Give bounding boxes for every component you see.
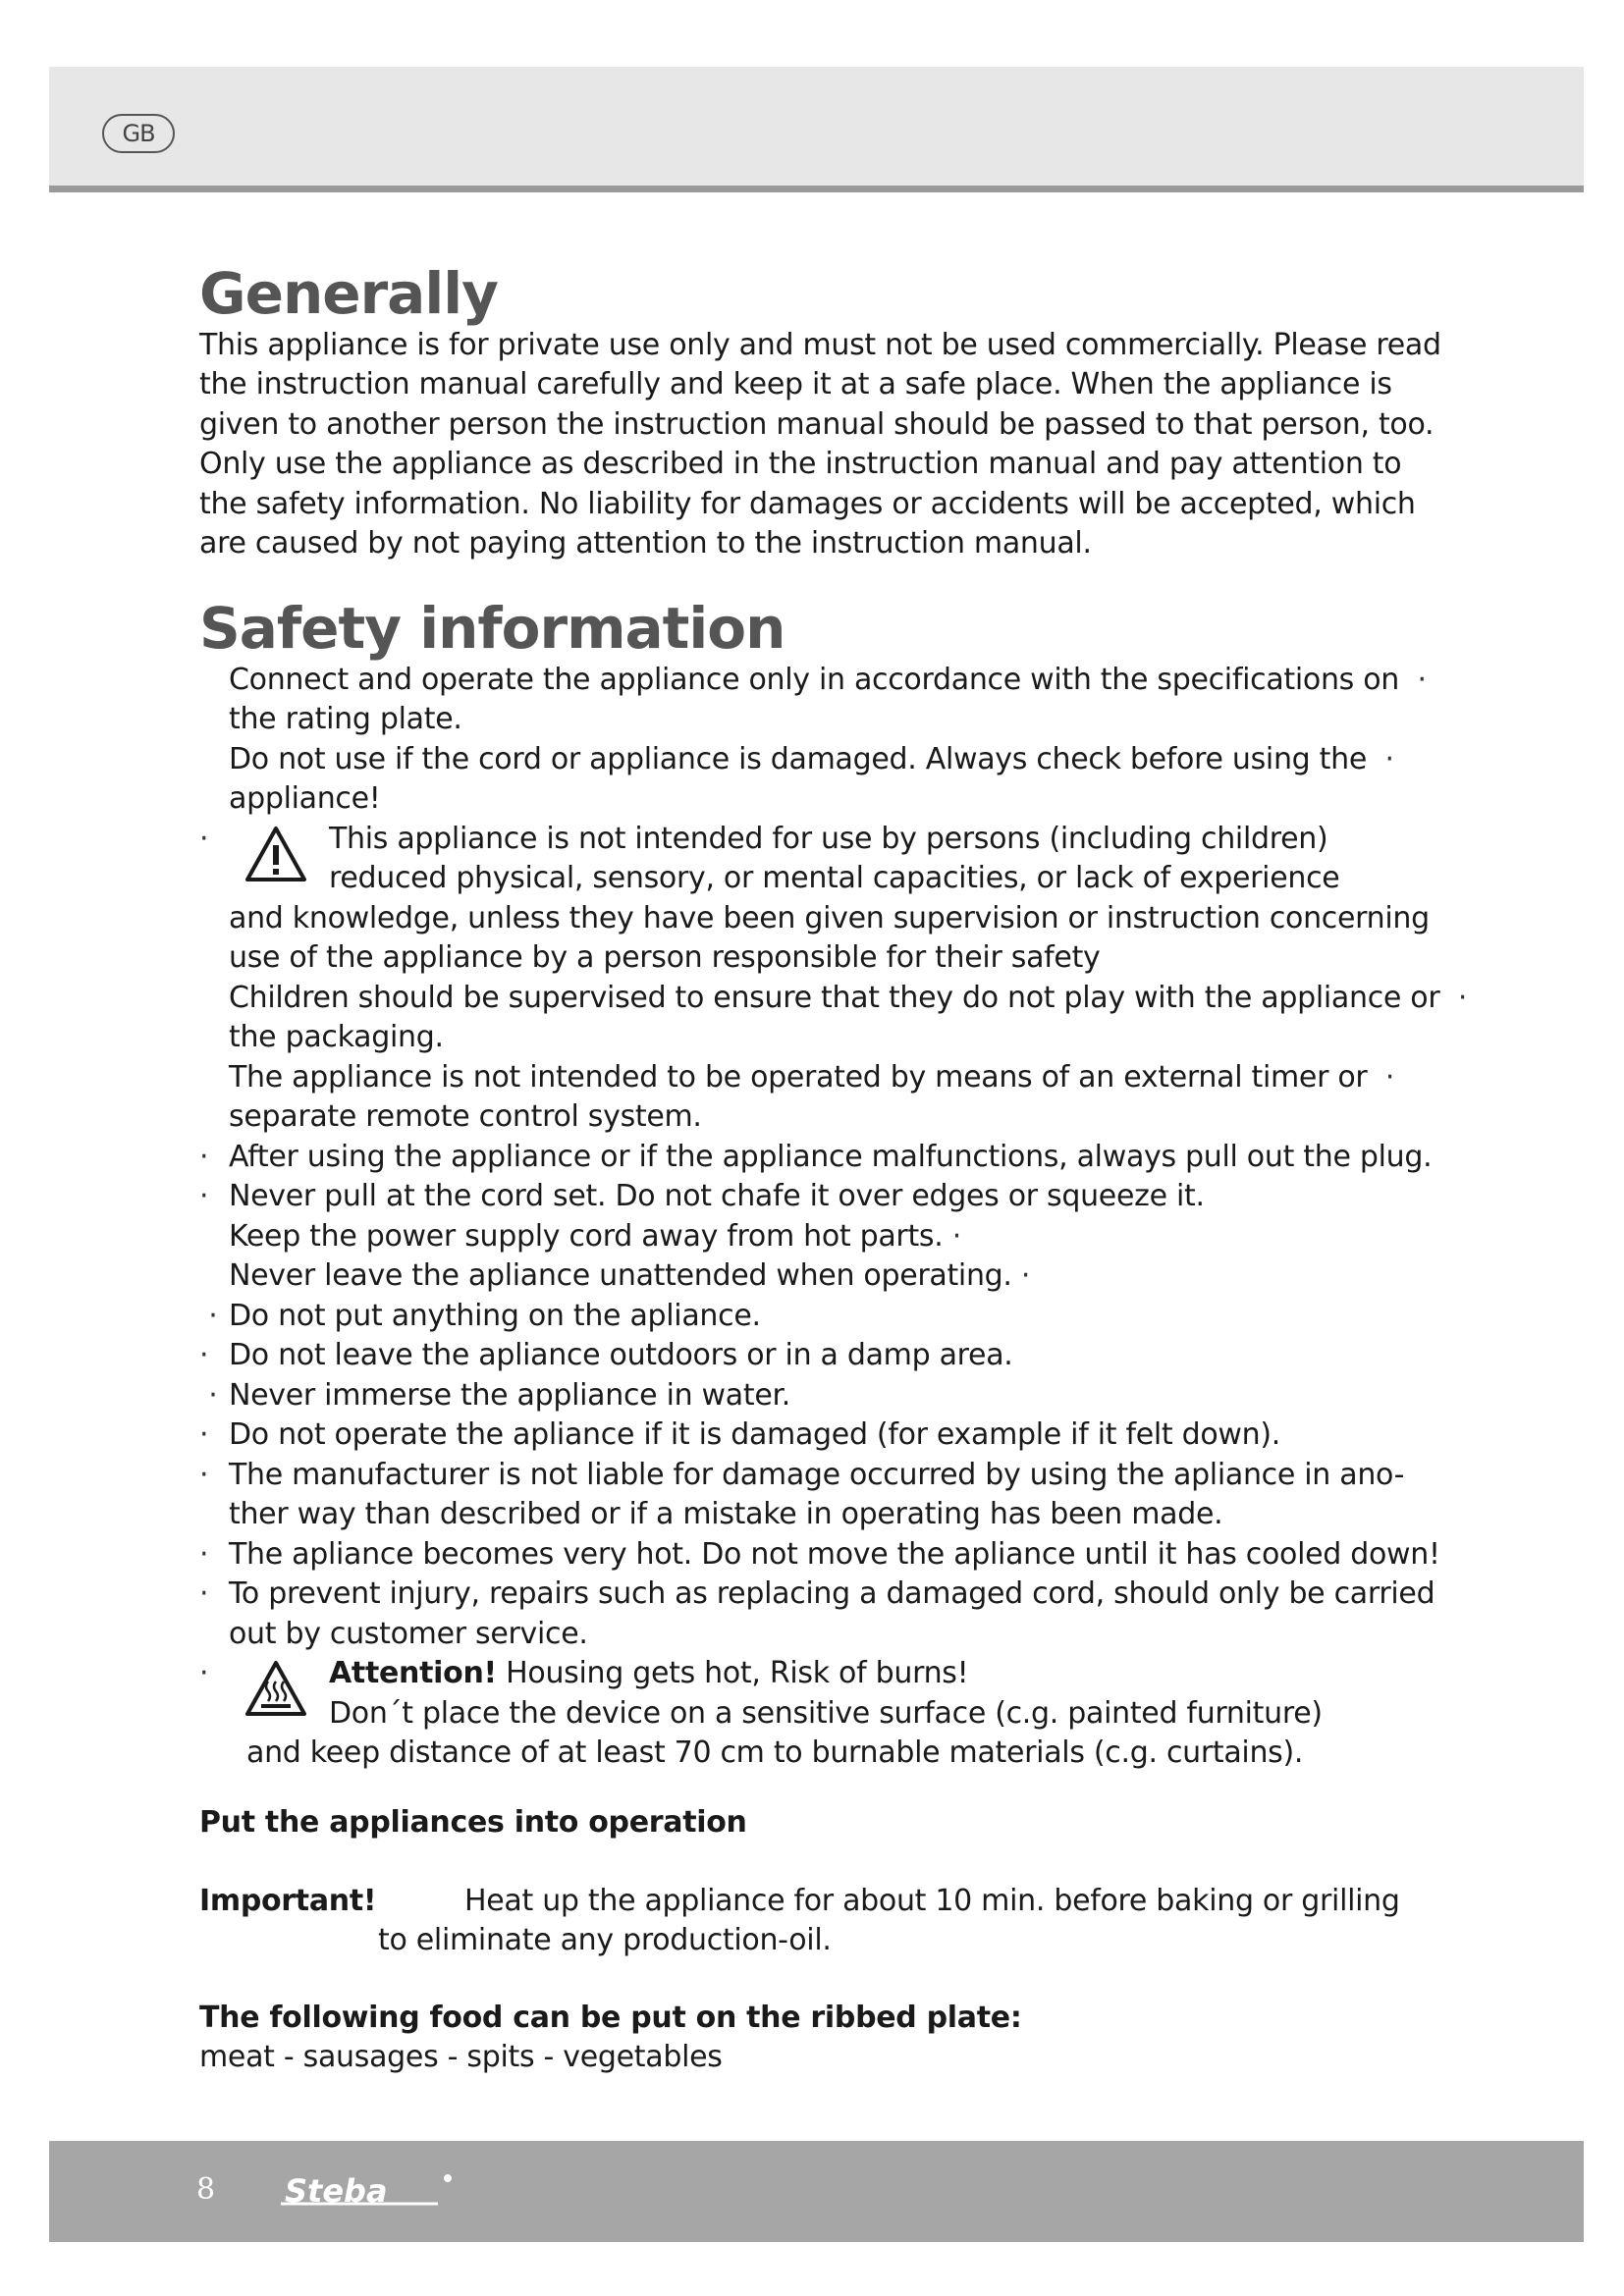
page-content [199,260,1535,2077]
text-line: to eliminate any production-oil. [378,1923,832,1958]
list-item: Do not use if the cord or appliance is damaged. Always check before using the · appliance! [229,741,1394,817]
important-note-continued [199,1921,1535,1961]
text-line: This appliance is not intended for use by persons (including children) [329,821,1328,856]
list-item: · To prevent injury, repairs such as replacing a damaged cord, should only be carried out by customer service. [199,1576,1435,1651]
list-item: The appliance is not intended to be operated by means of an external timer or · separate remote control system. [229,1059,1395,1135]
safety-heading: Safety information [199,594,785,662]
text-line: Connect and operate the appliance only in accordance with the specifications on [229,662,1400,697]
text-line: The manufacturer is not liable for damage occurred by using the apliance in ano- [229,1457,1405,1492]
steba-logo [281,2166,458,2216]
text-line: Housing gets hot, Risk of burns! [496,1656,969,1691]
list-item: · Never immerse the appliance in water. [199,1377,791,1413]
food-heading: The following food can be put on the ribbed plate: [199,2000,1022,2035]
list-item: Keep the power supply cord away from hot parts. · [229,1218,961,1254]
list-item: · Do not operate the apliance if it is damaged (for example if it felt down). [199,1417,1280,1453]
safety-list [199,661,1535,1774]
page-number: 8 [196,2172,216,2207]
text-line: This appliance is for private use only and must not be used commercially. Please read [199,327,1441,362]
text-line: and knowledge, unless they have been given supervision or instruction concerning [229,900,1430,935]
text-line: are caused by not paying attention to the instruction manual. [199,526,1092,561]
text-line: Never leave the apliance unattended when operating. [229,1258,1012,1294]
list-item: Never leave the apliance unattended when operating. · [229,1258,1031,1294]
attention-label: Attention! [329,1656,497,1691]
text-line: Do not operate the apliance if it is damaged (for example if it felt down). [229,1417,1280,1453]
text-line: and keep distance of at least 70 cm to burnable materials (c.g. curtains). [246,1735,1304,1771]
hot-surface-warning-icon [244,1660,307,1717]
list-item: · Do not leave the apliance outdoors or in a damp area. [199,1338,1013,1373]
text-line: Heat up the appliance for about 10 min. before baking or grilling [464,1883,1400,1918]
list-item: · The manufacturer is not liable for damage occurred by using the apliance in ano- ther way than described or if a mistake in operating has been made. [199,1457,1405,1532]
text-line: use of the appliance by a person responsible for their safety [229,940,1101,976]
text-line: Do not put anything on the apliance. [229,1298,761,1333]
text-line: appliance! [229,781,381,817]
food-list: meat - sausages - spits - vegetables [199,2039,723,2074]
language-badge: GB [102,114,175,153]
page-header [49,67,1584,192]
text-line: The appliance is not intended to be operated by means of an external timer or [229,1059,1368,1095]
text-line: given to another person the instruction manual should be passed to that person, too. [199,406,1435,442]
list-item: · After using the appliance or if the appliance malfunctions, always pull out the plug. [199,1139,1433,1174]
text-line: the packaging. [229,1020,444,1055]
operation-heading: Put the appliances into operation [199,1804,747,1840]
brand-logo-text: Steba [285,2172,388,2210]
text-line: Do not use if the cord or appliance is damaged. Always check before using the [229,741,1367,776]
text-line: separate remote control system. [229,1099,702,1135]
warning-triangle-icon [244,826,307,882]
warning-item: · Attention! Housing gets hot, Risk of burns! Don´t place the device on a sensitive surface (c.g. painted furniture) and keep distance of at least 70 cm to burnable materials (c.g. curtains). [199,1656,1323,1771]
generally-heading: Generally [199,260,498,327]
list-item: Connect and operate the appliance only in accordance with the specifications on · the rating plate. [229,662,1427,737]
list-item: · Never pull at the cord set. Do not chafe it over edges or squeeze it. [199,1179,1205,1214]
text-line: Children should be supervised to ensure that they do not play with the appliance or [229,980,1440,1015]
text-line: the rating plate. [229,702,462,737]
important-note [199,1882,1535,1922]
text-line: Do not leave the apliance outdoors or in a damp area. [229,1338,1013,1373]
text-line: Keep the power supply cord away from hot parts. [229,1218,944,1254]
generally-paragraph [199,326,1535,564]
list-item: · The apliance becomes very hot. Do not move the apliance until it has cooled down! [199,1536,1440,1572]
text-line: Never pull at the cord set. Do not chafe it over edges or squeeze it. [229,1179,1205,1214]
text-line: Don´t place the device on a sensitive surface (c.g. painted furniture) [329,1695,1323,1731]
text-line: out by customer service. [229,1616,588,1651]
text-line: Never immerse the appliance in water. [229,1377,791,1413]
text-line: After using the appliance or if the appliance malfunctions, always pull out the plug. [229,1139,1433,1174]
text-line: To prevent injury, repairs such as replacing a damaged cord, should only be carried [229,1576,1435,1612]
text-line: reduced physical, sensory, or mental capacities, or lack of experience [329,861,1340,896]
text-line: The apliance becomes very hot. Do not move the apliance until it has cooled down! [229,1536,1440,1572]
text-line: the instruction manual carefully and keep it at a safe place. When the appliance is [199,367,1392,402]
text-line: Only use the appliance as described in the instruction manual and pay attention to [199,447,1402,482]
important-label: Important! [199,1883,377,1918]
text-line: ther way than described or if a mistake in operating has been made. [229,1497,1223,1532]
list-item: Children should be supervised to ensure that they do not play with the appliance or · the packaging. [229,980,1468,1055]
page-footer [49,2141,1584,2242]
text-line: the safety information. No liability for damages or accidents will be accepted, which [199,486,1416,521]
list-item: · Do not put anything on the apliance. [199,1298,761,1333]
warning-item: · This appliance is not intended for use by persons (including children) reduced physical, sensory, or mental capacities, or lack of experience and knowledge, unless they have been given supervision or instruction concerning use of the appliance by a person responsible for their safety [199,821,1430,976]
